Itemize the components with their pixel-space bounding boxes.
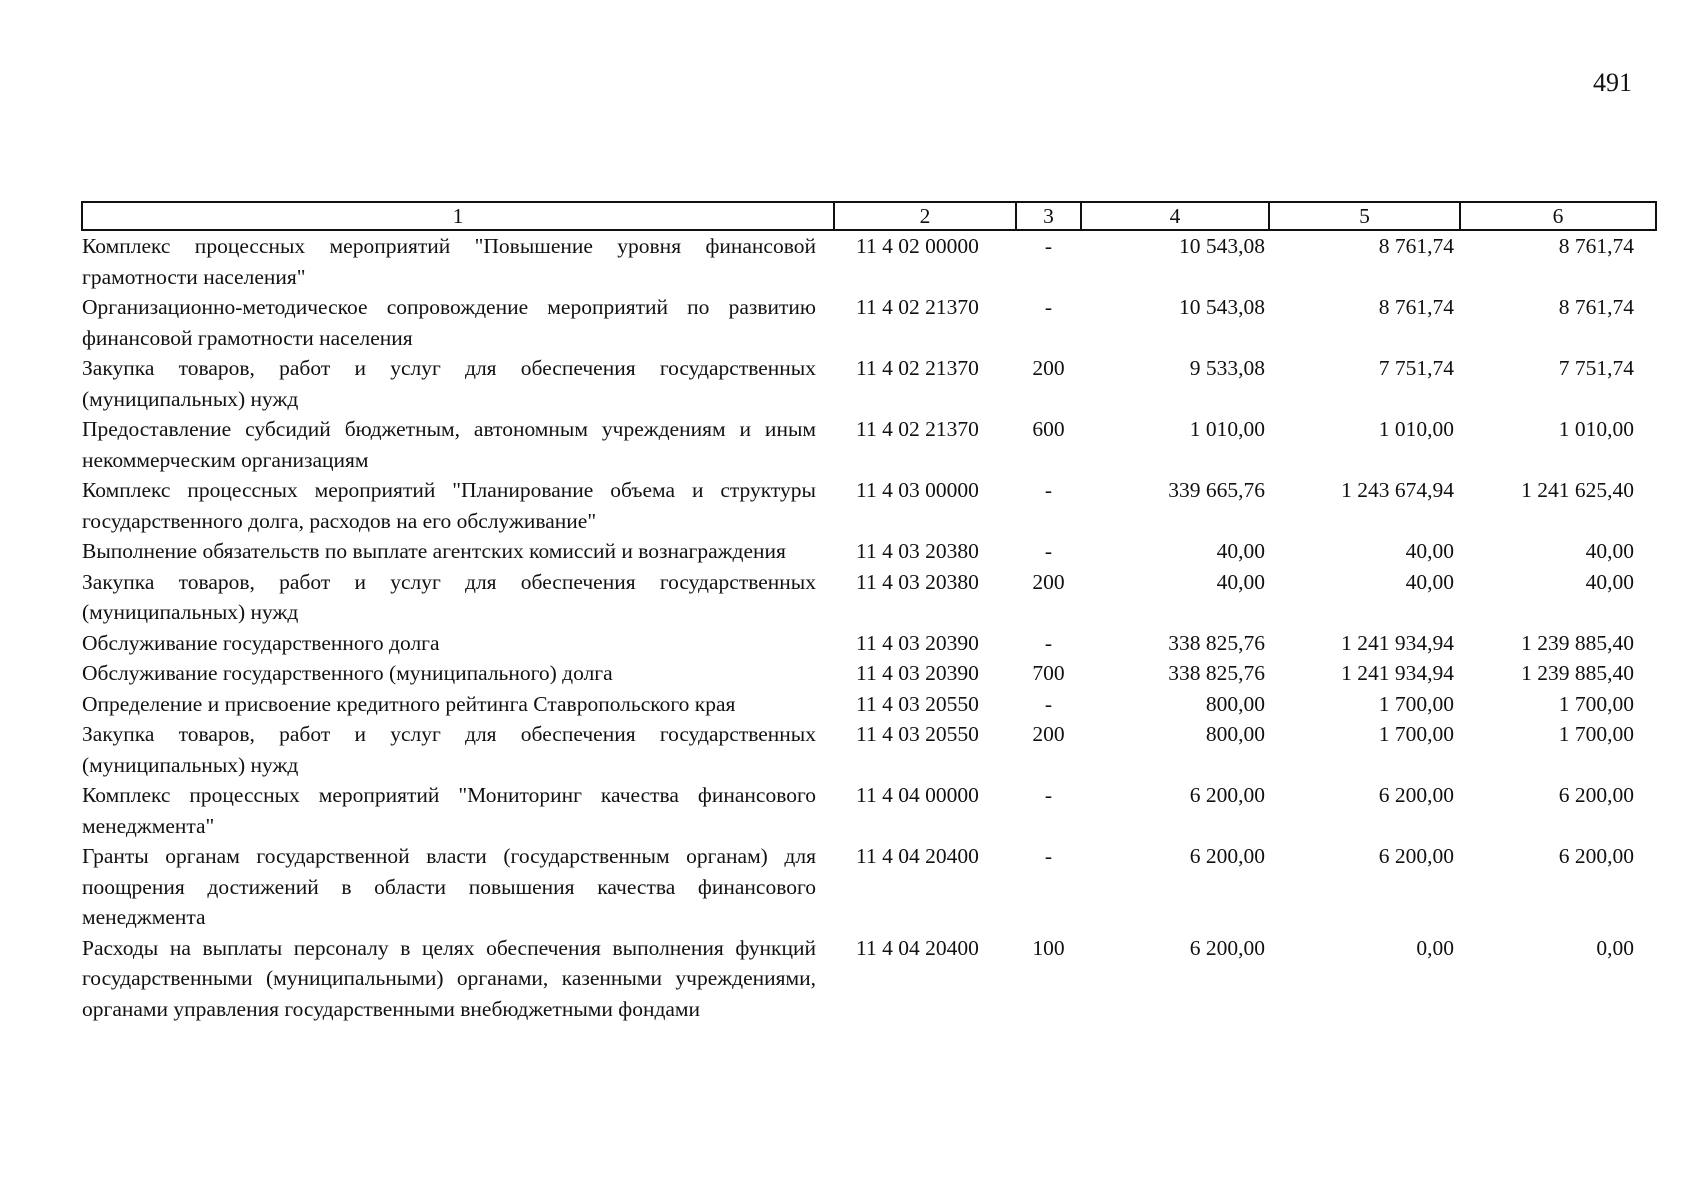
row-amount-col-4: 10 543,08: [1179, 295, 1265, 319]
row-amount-col-6: 1 010,00: [1558, 417, 1634, 441]
row-name: Комплекс процессных мероприятий "Повышение уровня финансовой грамотности населения": [82, 234, 816, 289]
table-header: [82, 202, 1656, 230]
header-col-4: 4: [1081, 202, 1269, 230]
row-amount-col-5: 8 761,74: [1378, 295, 1454, 319]
row-code: 11 4 03 20390: [856, 661, 979, 685]
row-amount-col-5: 0,00: [1416, 935, 1454, 960]
table-row: [82, 292, 1656, 353]
row-amount-col-5: 1 243 674,94: [1341, 478, 1454, 502]
row-name: Закупка товаров, работ и услуг для обеспечения государственных (муниципальных) нужд: [82, 569, 816, 624]
row-name: Выполнение обязательств по выплате агентских комиссий и вознаграждения: [82, 539, 786, 563]
row-expense-type: -: [1044, 630, 1053, 655]
budget-table: [81, 201, 1657, 1024]
row-amount-col-4: 338 825,76: [1168, 661, 1265, 685]
row-amount-col-4: 10 543,08: [1179, 234, 1265, 258]
row-amount-col-5: 1 241 934,94: [1341, 630, 1454, 655]
row-code: 11 4 03 20550: [856, 691, 979, 716]
row-amount-col-5: 1 241 934,94: [1341, 661, 1454, 685]
row-amount-col-4: 339 665,76: [1168, 478, 1265, 502]
row-amount-col-5: 6 200,00: [1378, 844, 1454, 868]
row-expense-type: -: [1044, 295, 1053, 319]
header-col-2: 2: [834, 202, 1016, 230]
row-expense-type: 100: [1032, 935, 1065, 960]
row-name: Гранты органам государственной власти (государственным органам) для поощрения достижений в области повышения качества финансового менеджмента: [82, 844, 816, 929]
table-row: [82, 658, 1656, 689]
row-expense-type: -: [1044, 478, 1053, 502]
row-amount-col-4: 40,00: [1216, 539, 1265, 563]
row-code: 11 4 04 00000: [856, 783, 979, 807]
table-row: [82, 933, 1656, 1025]
row-amount-col-4: 6 200,00: [1189, 844, 1265, 868]
row-amount-col-5: 6 200,00: [1378, 783, 1454, 807]
row-amount-col-6: 40,00: [1585, 539, 1634, 563]
row-expense-type: -: [1044, 691, 1053, 716]
row-amount-col-6: 6 200,00: [1558, 844, 1634, 868]
header-col-5: 5: [1269, 202, 1460, 230]
table-row: [82, 353, 1656, 414]
row-expense-type: 200: [1032, 569, 1065, 594]
table-row: [82, 780, 1656, 841]
row-amount-col-4: 9 533,08: [1189, 356, 1265, 380]
header-col-6: 6: [1460, 202, 1656, 230]
table-body: [82, 230, 1656, 1024]
row-amount-col-5: 1 010,00: [1378, 417, 1454, 441]
row-amount-col-6: 7 751,74: [1558, 356, 1634, 380]
row-amount-col-4: 6 200,00: [1189, 783, 1265, 807]
row-amount-col-6: 1 700,00: [1558, 691, 1634, 716]
row-amount-col-4: 40,00: [1216, 569, 1265, 594]
row-name: Обслуживание государственного (муниципального) долга: [82, 661, 613, 685]
row-expense-type: -: [1044, 783, 1053, 807]
table-row: [82, 230, 1656, 292]
row-amount-col-6: 0,00: [1596, 935, 1634, 960]
row-name: Комплекс процессных мероприятий "Мониторинг качества финансового менеджмента": [82, 783, 816, 838]
row-name: Организационно-методическое сопровождение мероприятий по развитию финансовой грамотности населения: [82, 295, 816, 350]
row-code: 11 4 04 20400: [856, 844, 979, 868]
row-amount-col-6: 8 761,74: [1558, 234, 1634, 258]
row-expense-type: -: [1044, 234, 1053, 258]
row-amount-col-5: 1 700,00: [1378, 691, 1454, 716]
row-code: 11 4 03 20390: [856, 630, 979, 655]
row-amount-col-5: 40,00: [1405, 539, 1454, 563]
row-code: 11 4 02 21370: [856, 356, 979, 380]
row-amount-col-6: 6 200,00: [1558, 783, 1634, 807]
header-col-1: 1: [82, 202, 834, 230]
row-amount-col-4: 338 825,76: [1168, 630, 1265, 655]
row-code: 11 4 02 21370: [856, 295, 979, 319]
row-code: 11 4 03 00000: [856, 478, 979, 502]
row-name: Закупка товаров, работ и услуг для обеспечения государственных (муниципальных) нужд: [82, 356, 816, 411]
table-row: [82, 414, 1656, 475]
table-row: [82, 567, 1656, 628]
row-name: Определение и присвоение кредитного рейтинга Ставропольского края: [82, 691, 736, 716]
row-amount-col-6: 1 239 885,40: [1521, 661, 1634, 685]
table-row: [82, 689, 1656, 720]
table-row: [82, 536, 1656, 567]
row-code: 11 4 03 20550: [856, 722, 979, 746]
row-code: 11 4 02 21370: [856, 417, 979, 441]
row-amount-col-4: 800,00: [1205, 691, 1265, 716]
row-amount-col-6: 1 239 885,40: [1521, 630, 1634, 655]
row-amount-col-6: 1 700,00: [1558, 722, 1634, 746]
row-amount-col-4: 1 010,00: [1189, 417, 1265, 441]
row-expense-type: 600: [1032, 417, 1065, 441]
row-amount-col-6: 40,00: [1585, 569, 1634, 594]
row-amount-col-5: 40,00: [1405, 569, 1454, 594]
table-row: [82, 841, 1656, 933]
row-amount-col-5: 7 751,74: [1378, 356, 1454, 380]
row-amount-col-5: 8 761,74: [1378, 234, 1454, 258]
row-code: 11 4 03 20380: [856, 539, 979, 563]
row-amount-col-4: 800,00: [1205, 722, 1265, 746]
row-code: 11 4 02 00000: [856, 234, 979, 258]
table-row: [82, 475, 1656, 536]
row-expense-type: 200: [1032, 722, 1065, 746]
header-col-3: 3: [1016, 202, 1081, 230]
row-expense-type: -: [1044, 844, 1053, 868]
row-expense-type: 200: [1032, 356, 1065, 380]
row-expense-type: 700: [1032, 661, 1065, 685]
row-amount-col-6: 1 241 625,40: [1521, 478, 1634, 502]
row-name: Предоставление субсидий бюджетным, автономным учреждениям и иным некоммерческим организациям: [82, 417, 816, 472]
row-code: 11 4 03 20380: [856, 569, 979, 594]
row-expense-type: -: [1044, 539, 1053, 563]
table-row: [82, 628, 1656, 659]
row-name: Обслуживание государственного долга: [82, 630, 440, 655]
row-amount-col-4: 6 200,00: [1189, 935, 1265, 960]
row-name: Расходы на выплаты персоналу в целях обеспечения выполнения функций государственными (муниципальными) органами, казенными учреждениями, органами управления государственными внебюджетными фондами: [82, 935, 816, 1021]
row-amount-col-5: 1 700,00: [1378, 722, 1454, 746]
table-row: [82, 719, 1656, 780]
page-number: 491: [1593, 68, 1632, 97]
row-name: Закупка товаров, работ и услуг для обеспечения государственных (муниципальных) нужд: [82, 722, 816, 777]
row-amount-col-6: 8 761,74: [1558, 295, 1634, 319]
row-code: 11 4 04 20400: [856, 935, 979, 960]
header-row: [82, 202, 1656, 230]
row-name: Комплекс процессных мероприятий "Планирование объема и структуры государственного долга, расходов на его обслуживание": [82, 478, 816, 533]
